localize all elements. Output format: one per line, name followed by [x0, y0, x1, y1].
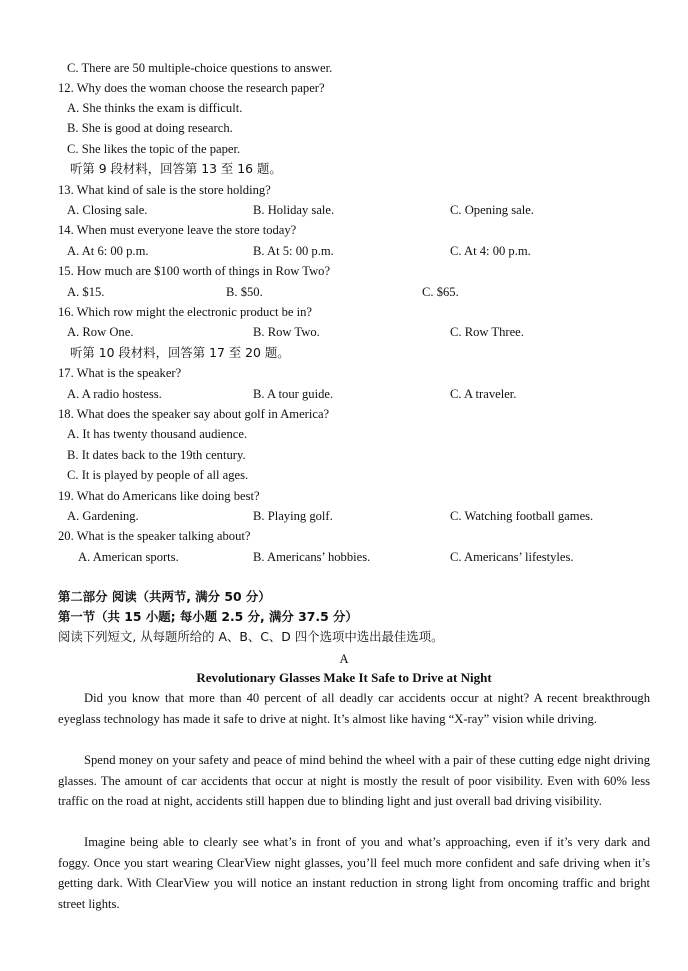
q11-option-c: C. There are 50 multiple-choice questions to answer. — [67, 61, 333, 75]
q14-stem: 14. When must everyone leave the store today? — [58, 223, 297, 237]
q17-stem: 17. What is the speaker? — [58, 366, 182, 380]
q16-stem: 16. Which row might the electronic product be in? — [58, 305, 313, 319]
q20-option-c: C. Americans’ lifestyles. — [450, 550, 574, 564]
q19-option-b: B. Playing golf. — [253, 509, 333, 523]
q13-stem: 13. What kind of sale is the store holding? — [58, 183, 271, 197]
q18-option-a: A. It has twenty thousand audience. — [67, 427, 248, 441]
q18-stem: 18. What does the speaker say about golf in America? — [58, 407, 330, 421]
paragraph-1-text: Did you know that more than 40 percent of all deadly car accidents occur at night? A recent breakthrough eyeglass technology has made it safe to drive at night. It’s almost like having “X-ray” vision while driving. — [58, 691, 650, 726]
paragraph-3-text: Imagine being able to clearly see what’s in front of you and what’s approaching, even if it’s very dark and foggy. Once you start wearing ClearView night glasses, you’ll feel much more confident and safe driving when it’s getting dark. With ClearView you will notice an instant reduction in strong light from oncoming traffic and bright street lights. — [58, 835, 650, 911]
q16-option-c: C. Row Three. — [450, 325, 524, 339]
q12-option-a: A. She thinks the exam is difficult. — [67, 101, 243, 115]
q14-option-b: B. At 5: 00 p.m. — [253, 244, 334, 258]
q14-option-c: C. At 4: 00 p.m. — [450, 244, 531, 258]
q13-option-a: A. Closing sale. — [67, 203, 148, 217]
passage-title: Revolutionary Glasses Make It Safe to Drive at Night — [196, 670, 492, 685]
section10-instruction: 听第 10 段材料，回答第 17 至 20 题。 — [70, 345, 290, 360]
part-heading: 第二部分 阅读（共两节, 满分 50 分） — [58, 589, 271, 604]
q17-option-c: C. A traveler. — [450, 387, 517, 401]
q20-option-a: A. American sports. — [78, 550, 179, 564]
q12-option-b: B. She is good at doing research. — [67, 121, 233, 135]
paragraph-3 — [58, 832, 650, 914]
q14-option-a: A. At 6: 00 p.m. — [67, 244, 149, 258]
paragraph-2 — [58, 750, 650, 812]
q20-stem: 20. What is the speaker talking about? — [58, 529, 251, 543]
q17-option-a: A. A radio hostess. — [67, 387, 162, 401]
reading-instruction: 阅读下列短文, 从每题所给的 A、B、C、D 四个选项中选出最佳选项。 — [58, 629, 444, 644]
q12-option-c: C. She likes the topic of the paper. — [67, 142, 241, 156]
q19-option-c: C. Watching football games. — [450, 509, 594, 523]
paragraph-2-text: Spend money on your safety and peace of mind behind the wheel with a pair of these cutting edge night driving glasses. The amount of car accidents that occur at night is mostly the result of poor visibility. Even with 60% less traffic on the road at night, accidents still happen due to blinding light and just overall bad driving visibility. — [58, 753, 650, 809]
q15-option-c: C. $65. — [422, 285, 459, 299]
q13-option-b: B. Holiday sale. — [253, 203, 335, 217]
q19-option-a: A. Gardening. — [67, 509, 139, 523]
q18-option-c: C. It is played by people of all ages. — [67, 468, 249, 482]
section9-instruction: 听第 9 段材料，回答第 13 至 16 题。 — [70, 161, 282, 176]
paragraph-1 — [58, 688, 650, 729]
q19-stem: 19. What do Americans like doing best? — [58, 489, 260, 503]
q16-option-b: B. Row Two. — [253, 325, 320, 339]
q15-stem: 15. How much are $100 worth of things in Row Two? — [58, 264, 331, 278]
section-heading: 第一节（共 15 小题; 每小题 2.5 分, 满分 37.5 分） — [58, 609, 358, 624]
q15-option-a: A. $15. — [67, 285, 105, 299]
q12-stem: 12. Why does the woman choose the research paper? — [58, 81, 325, 95]
q20-option-b: B. Americans’ hobbies. — [253, 550, 371, 564]
q17-option-b: B. A tour guide. — [253, 387, 334, 401]
q15-option-b: B. $50. — [226, 285, 263, 299]
passage-letter: A — [339, 652, 349, 666]
q13-option-c: C. Opening sale. — [450, 203, 534, 217]
q18-option-b: B. It dates back to the 19th century. — [67, 448, 246, 462]
q16-option-a: A. Row One. — [67, 325, 134, 339]
